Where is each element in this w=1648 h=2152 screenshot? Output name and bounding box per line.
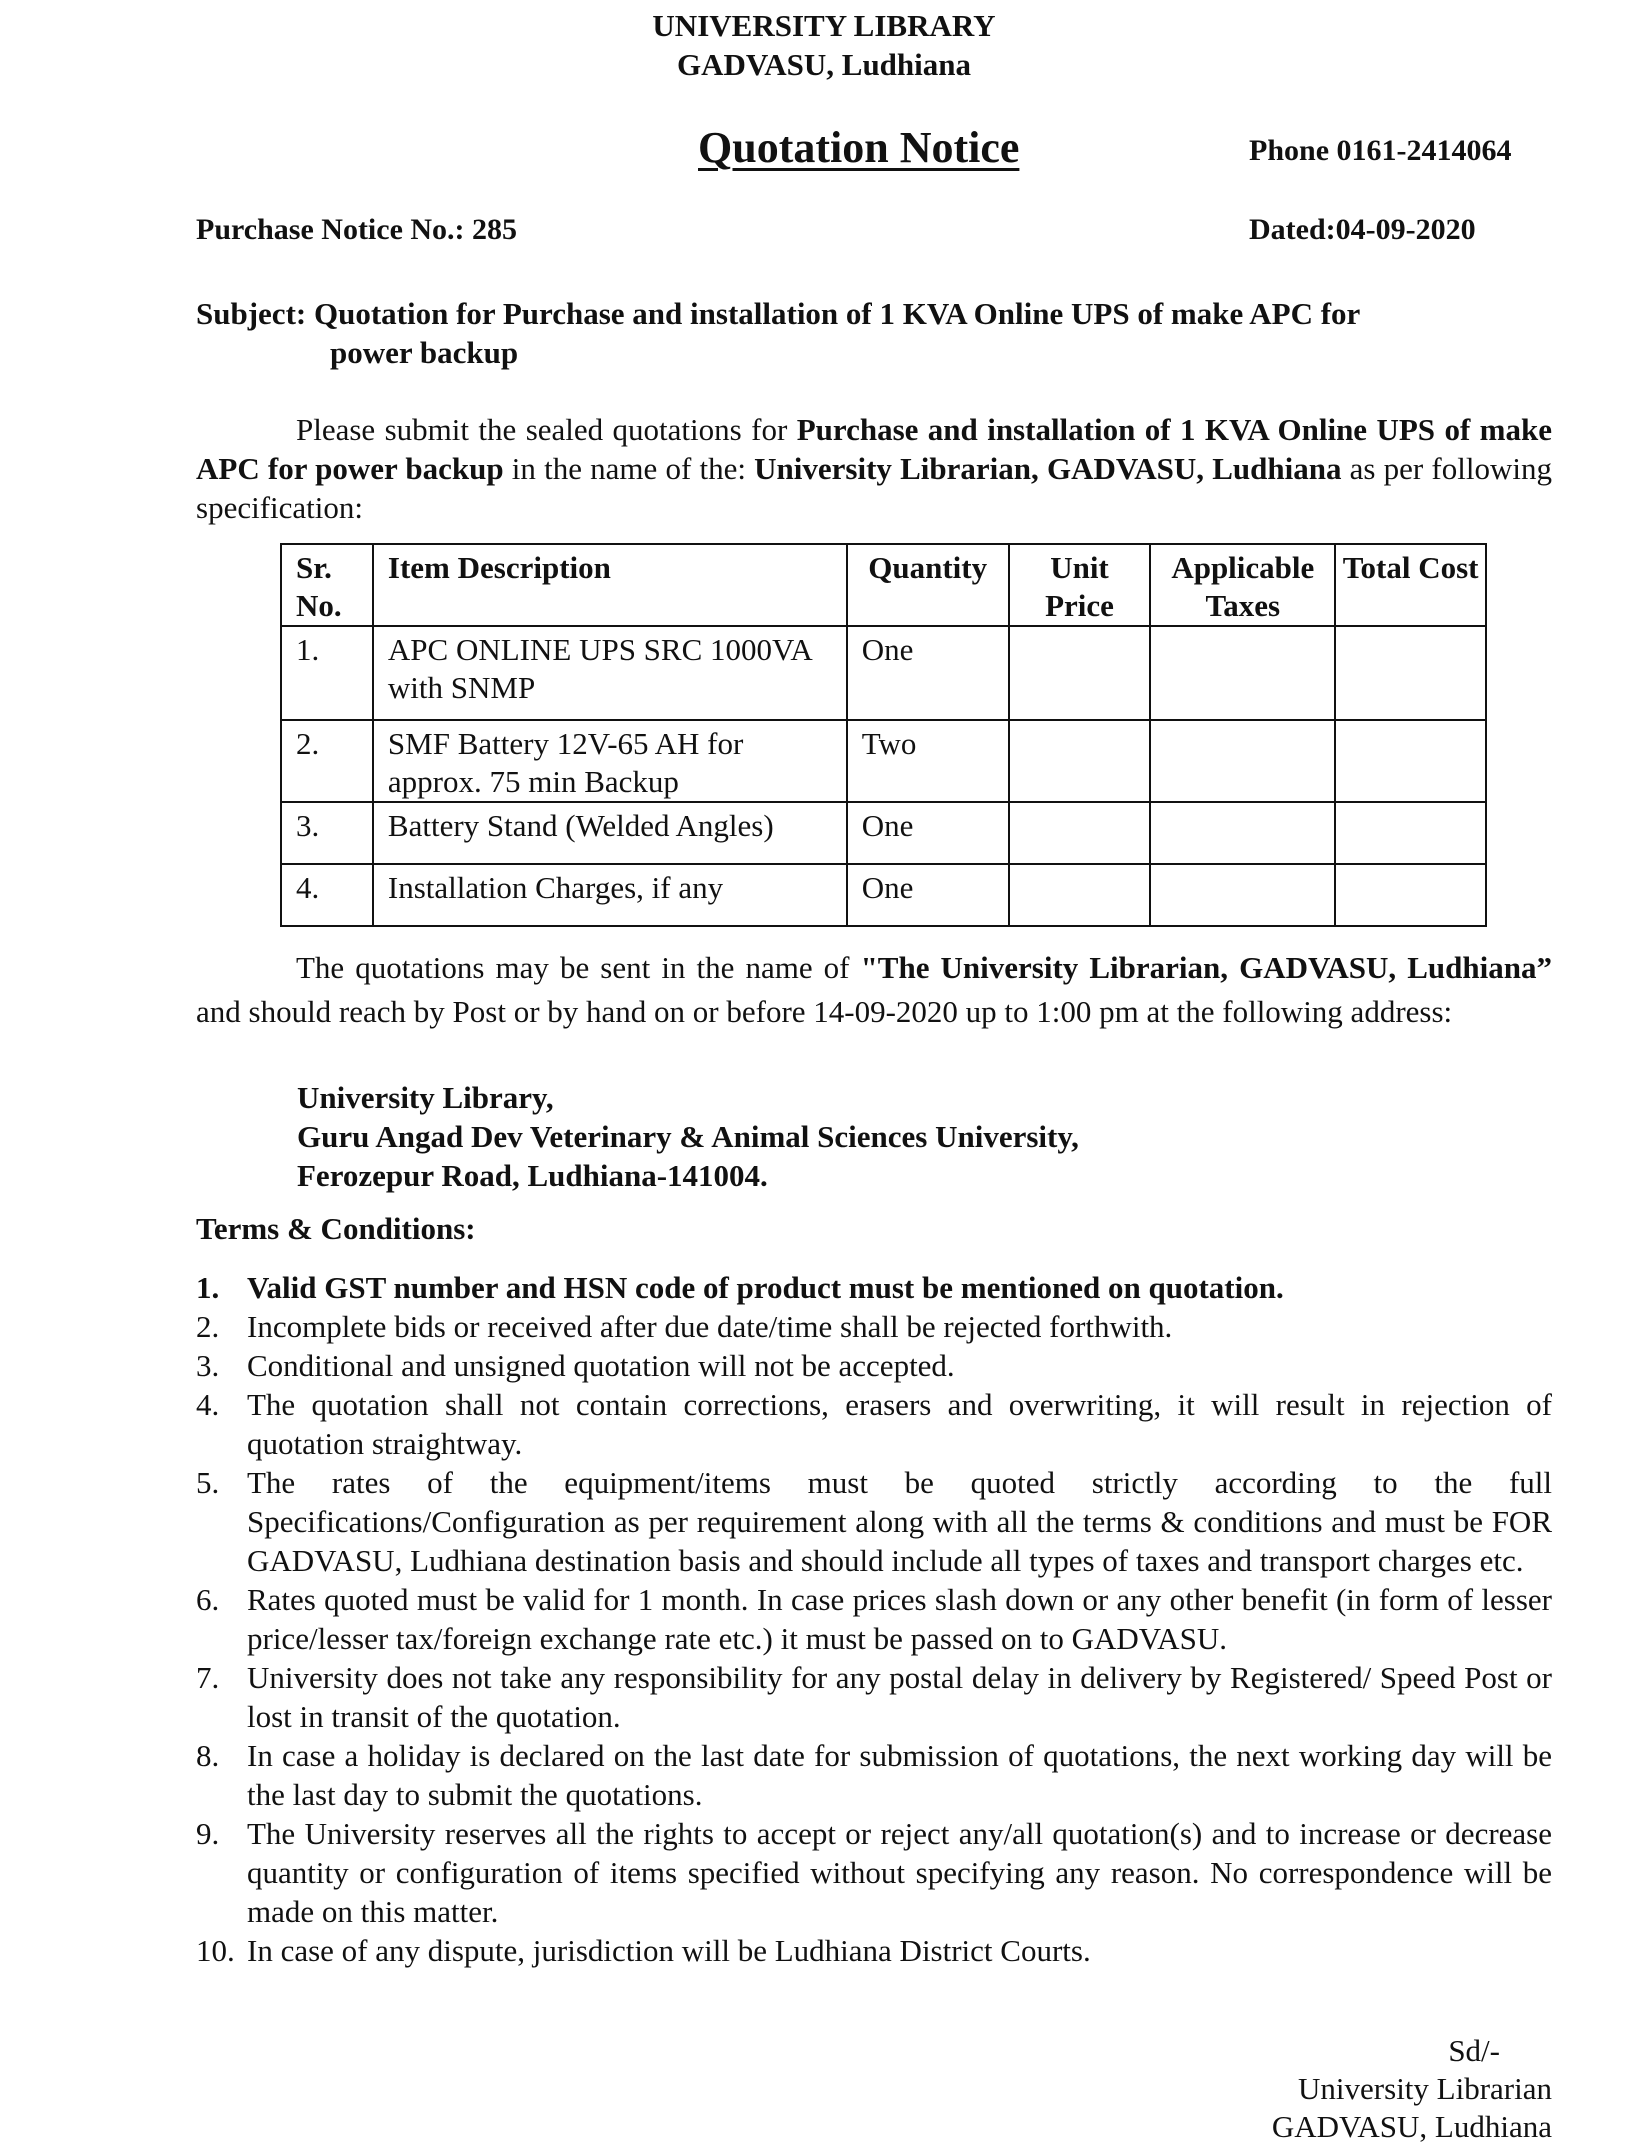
cell-quantity: One bbox=[847, 802, 1009, 864]
cell-taxes bbox=[1150, 802, 1335, 864]
specification-table bbox=[280, 543, 1487, 927]
term-text: Rates quoted must be valid for 1 month. In case prices slash down or any other benefit (in form of lesser price/lesser tax/foreign exchange rate etc.) it must be passed on to GADVASU. bbox=[247, 1582, 1552, 1656]
term-text: Incomplete bids or received after due date/time shall be rejected forthwith. bbox=[247, 1309, 1173, 1344]
term-number: 6. bbox=[196, 1582, 220, 1617]
notice-date: Dated:04-09-2020 bbox=[1249, 213, 1476, 246]
term-text: In case of any dispute, jurisdiction will be Ludhiana District Courts. bbox=[247, 1933, 1091, 1968]
signature-org: GADVASU, Ludhiana bbox=[1271, 2109, 1552, 2144]
terms-heading: Terms & Conditions: bbox=[196, 1211, 476, 1246]
address-line: Ferozepur Road, Ludhiana-141004. bbox=[297, 1158, 768, 1193]
subject-line-1: Quotation for Purchase and installation of 1 KVA Online UPS of make APC for bbox=[313, 296, 1361, 331]
cell-description: Installation Charges, if any bbox=[373, 864, 847, 926]
signature-sd: Sd/- bbox=[1448, 2033, 1500, 2068]
cell-total bbox=[1335, 720, 1486, 802]
term-number: 2. bbox=[196, 1309, 220, 1344]
cell-unit-price bbox=[1009, 720, 1151, 802]
cell-unit-price bbox=[1009, 802, 1151, 864]
submission-paragraph bbox=[196, 946, 1552, 1034]
header-applicable-taxes: Applicable Taxes bbox=[1150, 544, 1335, 626]
intro-paragraph bbox=[196, 410, 1552, 527]
list-item bbox=[196, 1346, 1552, 1385]
purchase-notice-number: Purchase Notice No.: 285 bbox=[196, 213, 518, 246]
cell-total bbox=[1335, 626, 1486, 720]
term-text: Conditional and unsigned quotation will not be accepted. bbox=[247, 1348, 955, 1383]
cell-total bbox=[1335, 864, 1486, 926]
list-item bbox=[196, 1463, 1552, 1580]
cell-unit-price bbox=[1009, 626, 1151, 720]
term-text: The rates of the equipment/items must be quoted strictly according to the full Specifications/Configuration as per requirement along with all the terms & conditions and must be FOR GADVASU, Ludhiana destination basis and should include all types of taxes and transport charges etc. bbox=[247, 1465, 1552, 1578]
term-text: The quotation shall not contain corrections, erasers and overwriting, it will result in rejection of quotation straightway. bbox=[247, 1387, 1552, 1461]
list-item bbox=[196, 1580, 1552, 1658]
signature-title: University Librarian bbox=[1298, 2071, 1552, 2106]
cell-quantity: One bbox=[847, 626, 1009, 720]
terms-list bbox=[196, 1268, 1552, 1970]
cell-taxes bbox=[1150, 720, 1335, 802]
table-row bbox=[281, 864, 1486, 926]
page-title: Quotation Notice bbox=[698, 123, 1020, 172]
header-total-cost: Total Cost bbox=[1335, 544, 1486, 626]
list-item bbox=[196, 1814, 1552, 1931]
header-university-library: UNIVERSITY LIBRARY bbox=[652, 8, 996, 43]
header-quantity: Quantity bbox=[847, 544, 1009, 626]
cell-sr: 4. bbox=[281, 864, 373, 926]
list-item bbox=[196, 1931, 1552, 1970]
cell-total bbox=[1335, 802, 1486, 864]
cell-taxes bbox=[1150, 864, 1335, 926]
subject bbox=[196, 294, 1576, 372]
cell-unit-price bbox=[1009, 864, 1151, 926]
postal-address bbox=[297, 1078, 1079, 1195]
table-row bbox=[281, 720, 1486, 802]
cell-quantity: Two bbox=[847, 720, 1009, 802]
cell-description: Battery Stand (Welded Angles) bbox=[373, 802, 847, 864]
term-number: 4. bbox=[196, 1387, 220, 1422]
intro-text-1: Please submit the sealed quotations for bbox=[296, 412, 797, 447]
subject-label: Subject: bbox=[196, 296, 307, 331]
send-text-1: The quotations may be sent in the name of bbox=[296, 950, 861, 985]
list-item bbox=[196, 1736, 1552, 1814]
table-row bbox=[281, 802, 1486, 864]
intro-text-2: in the name of the: bbox=[503, 451, 755, 486]
header-item-description: Item Description bbox=[373, 544, 847, 626]
term-number: 10. bbox=[196, 1933, 235, 1968]
table-header-row bbox=[281, 544, 1486, 626]
term-number: 1. bbox=[196, 1270, 220, 1305]
cell-sr: 1. bbox=[281, 626, 373, 720]
send-text-2: and should reach by Post or by hand on or before 14-09-2020 up to 1:00 pm at the following address: bbox=[196, 994, 1453, 1029]
term-number: 8. bbox=[196, 1738, 220, 1773]
signature-block bbox=[1272, 2032, 1552, 2146]
term-text: Valid GST number and HSN code of product must be mentioned on quotation. bbox=[247, 1270, 1284, 1305]
intro-addressee-bold: University Librarian, GADVASU, Ludhiana bbox=[754, 451, 1342, 486]
cell-description: SMF Battery 12V-65 AH for approx. 75 min Backup bbox=[373, 720, 847, 802]
list-item bbox=[196, 1385, 1552, 1463]
list-item bbox=[196, 1268, 1552, 1307]
cell-sr: 2. bbox=[281, 720, 373, 802]
table-row bbox=[281, 626, 1486, 720]
send-addressee-bold: "The University Librarian, GADVASU, Ludhiana” bbox=[860, 950, 1552, 985]
term-text: University does not take any responsibility for any postal delay in delivery by Registered/ Speed Post or lost in transit of the quotation. bbox=[247, 1660, 1552, 1734]
term-number: 7. bbox=[196, 1660, 220, 1695]
cell-description: APC ONLINE UPS SRC 1000VA with SNMP bbox=[373, 626, 847, 720]
intro-text-3: as per following specification: bbox=[196, 451, 1552, 525]
term-text: The University reserves all the rights to accept or reject any/all quotation(s) and to increase or decrease quantity or configuration of items specified without specifying any reason. No correspondence will be made on this matter. bbox=[247, 1816, 1552, 1929]
term-text: In case a holiday is declared on the last date for submission of quotations, the next working day will be the last day to submit the quotations. bbox=[247, 1738, 1552, 1812]
subject-line-2: power backup bbox=[330, 335, 519, 370]
cell-sr: 3. bbox=[281, 802, 373, 864]
header-sr-no: Sr. No. bbox=[281, 544, 373, 626]
list-item bbox=[196, 1658, 1552, 1736]
cell-taxes bbox=[1150, 626, 1335, 720]
address-line: Guru Angad Dev Veterinary & Animal Sciences University, bbox=[297, 1119, 1079, 1154]
term-number: 9. bbox=[196, 1816, 220, 1851]
phone-number: Phone 0161-2414064 bbox=[1249, 134, 1512, 167]
cell-quantity: One bbox=[847, 864, 1009, 926]
term-number: 5. bbox=[196, 1465, 220, 1500]
header-gadvasu: GADVASU, Ludhiana bbox=[676, 47, 972, 82]
list-item bbox=[196, 1307, 1552, 1346]
header-unit-price: Unit Price bbox=[1009, 544, 1151, 626]
term-number: 3. bbox=[196, 1348, 220, 1383]
intro-item-bold: Purchase and installation of 1 KVA Online UPS of make APC for power backup bbox=[196, 412, 1553, 486]
address-line: University Library, bbox=[297, 1080, 554, 1115]
